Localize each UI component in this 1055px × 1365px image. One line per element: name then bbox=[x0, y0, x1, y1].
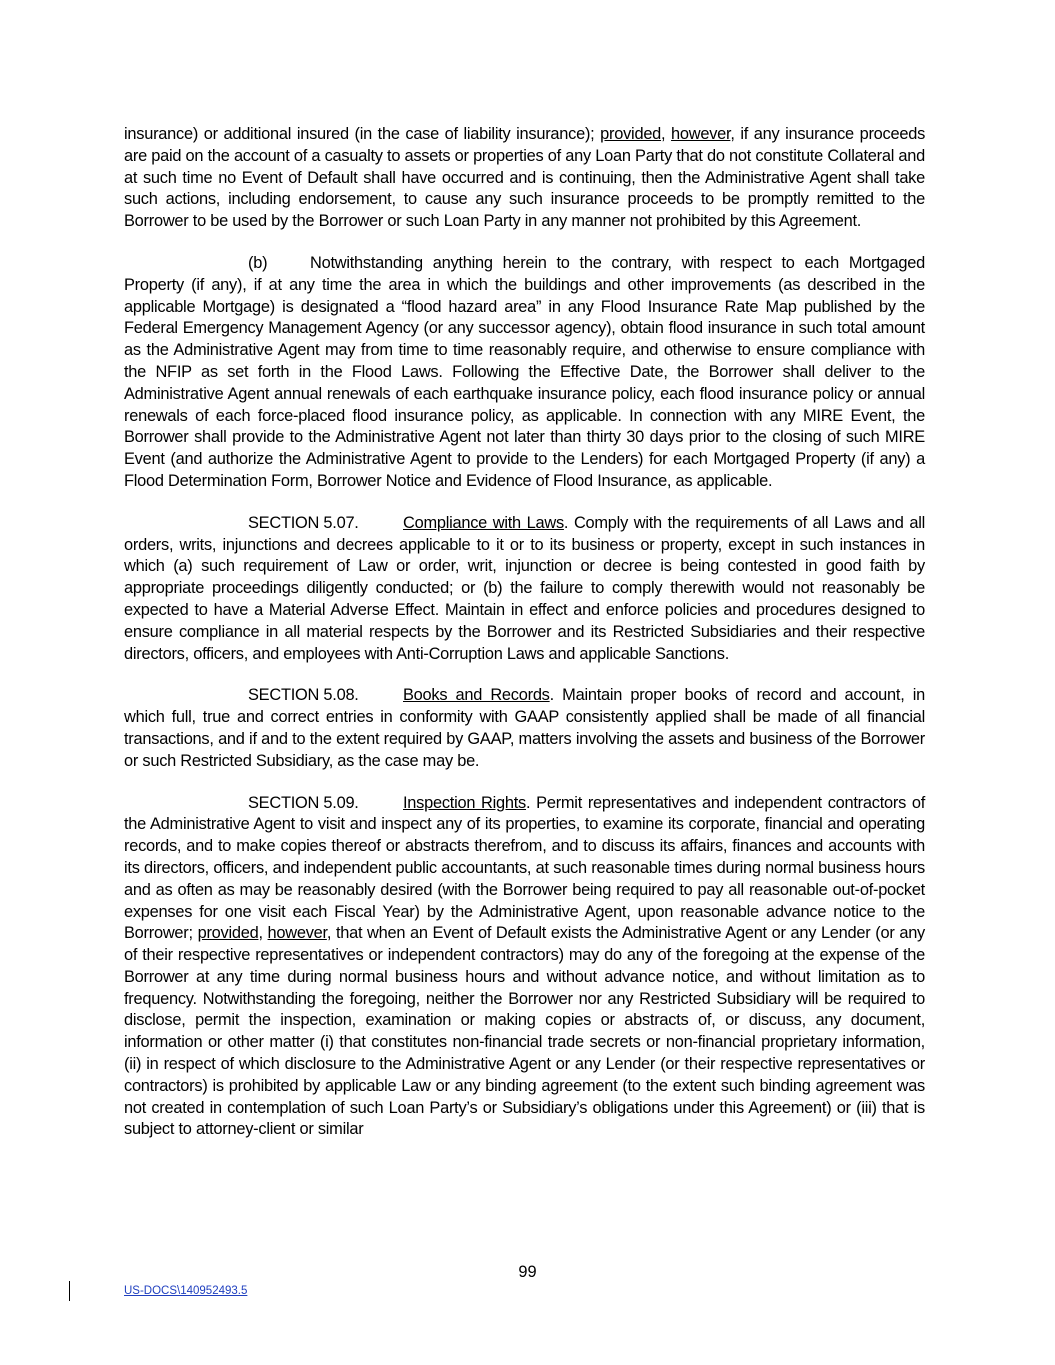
paragraph-text: Notwithstanding anything herein to the contrary, with respect to each Mortgaged Property (if any), if at any time the area in which the buildings and other improvements (as described in the applicable Mortgage) is designated a “flood hazard area” in any Flood Insurance Rate Map published by the Federal Emergency Management Agency (or any successor agency), obtain flood insurance in such total amount as the Administrative Agent may from time to time reasonably require, and otherwise to ensure compliance with the NFIP as set forth in the Flood Laws. Following the Effective Date, the Borrower shall deliver to the Administrative Agent annual renewals of each earthquake insurance policy, each flood insurance policy or annual renewals of each force-placed flood insurance policy, as applicable. In connection with any MIRE Event, the Borrower shall provide to the Administrative Agent not later than thirty 30 days prior to the closing of such MIRE Event (and authorize the Administrative Agent to provide to the Lenders) for each Mortgaged Property (if any) a Flood Determination Form, Borrower Notice and Evidence of Flood Insurance, as applicable. bbox=[124, 253, 925, 490]
section-text: . Comply with the requirements of all Laws and all orders, writs, injunctions and decrees applicable to it or to its business or property, except in such instances in which (a) such requirement of Law or order, writ, injunction or decree is being contested in good faith by appropriate proceedings diligently conducted; or (b) the failure to comply therewith would not reasonably be expected to have a Material Adverse Effect. Maintain in effect and enforce policies and procedures designed to ensure compliance in all material respects by the Borrower and its Restricted Subsidiaries and their respective directors, officers, and employees with Anti-Corruption Laws and applicable Sanctions. bbox=[124, 513, 925, 663]
section-5-07 bbox=[124, 513, 925, 666]
document-id-link[interactable]: US-DOCS\140952493.5 bbox=[124, 1285, 248, 1297]
page-number: 99 bbox=[518, 1263, 537, 1281]
document-body bbox=[124, 124, 925, 1161]
section-text: , that when an Event of Default exists the Administrative Agent or any Lender (or any of their respective representatives or independent contractors) may do any of the foregoing at the expense of the Borrower at any time during normal business hours and without advance notice, and without limitation as to frequency. Notwithstanding the foregoing, neither the Borrower nor any Restricted Subsidiary will be required to disclose, permit the inspection, examination or making copies or abstracts of, or discuss, any document, information or other matter (i) that constitutes non-financial trade secrets or non-financial proprietary information, (ii) in respect of which disclosure to the Administrative Agent or any Lender (or their respective representatives or contractors) is prohibited by applicable Law or any binding agreement (to the extent such binding agreement was not created in contemplation of such Loan Party’s or Subsidiary’s obligations under this Agreement) or (iii) that is subject to attorney-client or similar bbox=[124, 924, 926, 1139]
clause-marker: (b) bbox=[248, 253, 268, 272]
provided-term: provided bbox=[197, 924, 259, 943]
paragraph-insurance-continued bbox=[124, 124, 925, 233]
section-5-08 bbox=[124, 685, 925, 772]
paragraph-text: insurance) or additional insured (in the case of liability insurance); bbox=[124, 125, 601, 143]
section-text: . Maintain proper books of record and account, in which full, true and correct entries in conformity with GAAP consistently applied shall be made of all financial transactions, and if and to the extent required by GAAP, matters involving the assets and business of the Borrower or such Restricted Subsidiary, as the case may be. bbox=[124, 686, 926, 770]
section-number: SECTION 5.07. bbox=[248, 513, 359, 532]
provided-term: provided bbox=[600, 125, 662, 143]
section-number: SECTION 5.08. bbox=[248, 686, 359, 705]
section-5-09 bbox=[124, 793, 925, 1142]
section-number: SECTION 5.09. bbox=[248, 793, 359, 812]
paragraph-flood-insurance bbox=[124, 253, 925, 493]
separator: , bbox=[661, 125, 672, 143]
section-title: Books and Records bbox=[403, 686, 550, 705]
section-title: Inspection Rights bbox=[403, 793, 527, 812]
section-text: . Permit representatives and independent contractors of the Administrative Agent to visit and inspect any of its properties, to examine its corporate, financial and operating records, and to make copies thereof or abstracts therefrom, and to discuss its affairs, finances and accounts with its directors, officers, and independent public accountants, at such reasonable times during normal business hours and as often as may be reasonably desired (with the Borrower being required to pay all reasonable out-of-pocket expenses for one visit each Fiscal Year) by the Administrative Agent, upon reasonable advance notice to the Borrower; bbox=[124, 793, 926, 943]
section-title: Compliance with Laws bbox=[403, 513, 564, 532]
however-term: however bbox=[267, 924, 327, 943]
paragraph-text: , if any insurance proceeds are paid on the account of a casualty to assets or properties of any Loan Party that do not constitute Collateral and at such time no Event of Default shall have occurred and is continuing, then the Administrative Agent shall take such actions, including endorsement, to cause any such insurance proceeds to be promptly remitted to the Borrower to be used by the Borrower or such Loan Party in any manner not prohibited by this Agreement. bbox=[124, 125, 926, 231]
however-term: however bbox=[671, 125, 731, 143]
separator: , bbox=[258, 924, 268, 943]
revision-bar bbox=[69, 1281, 70, 1301]
